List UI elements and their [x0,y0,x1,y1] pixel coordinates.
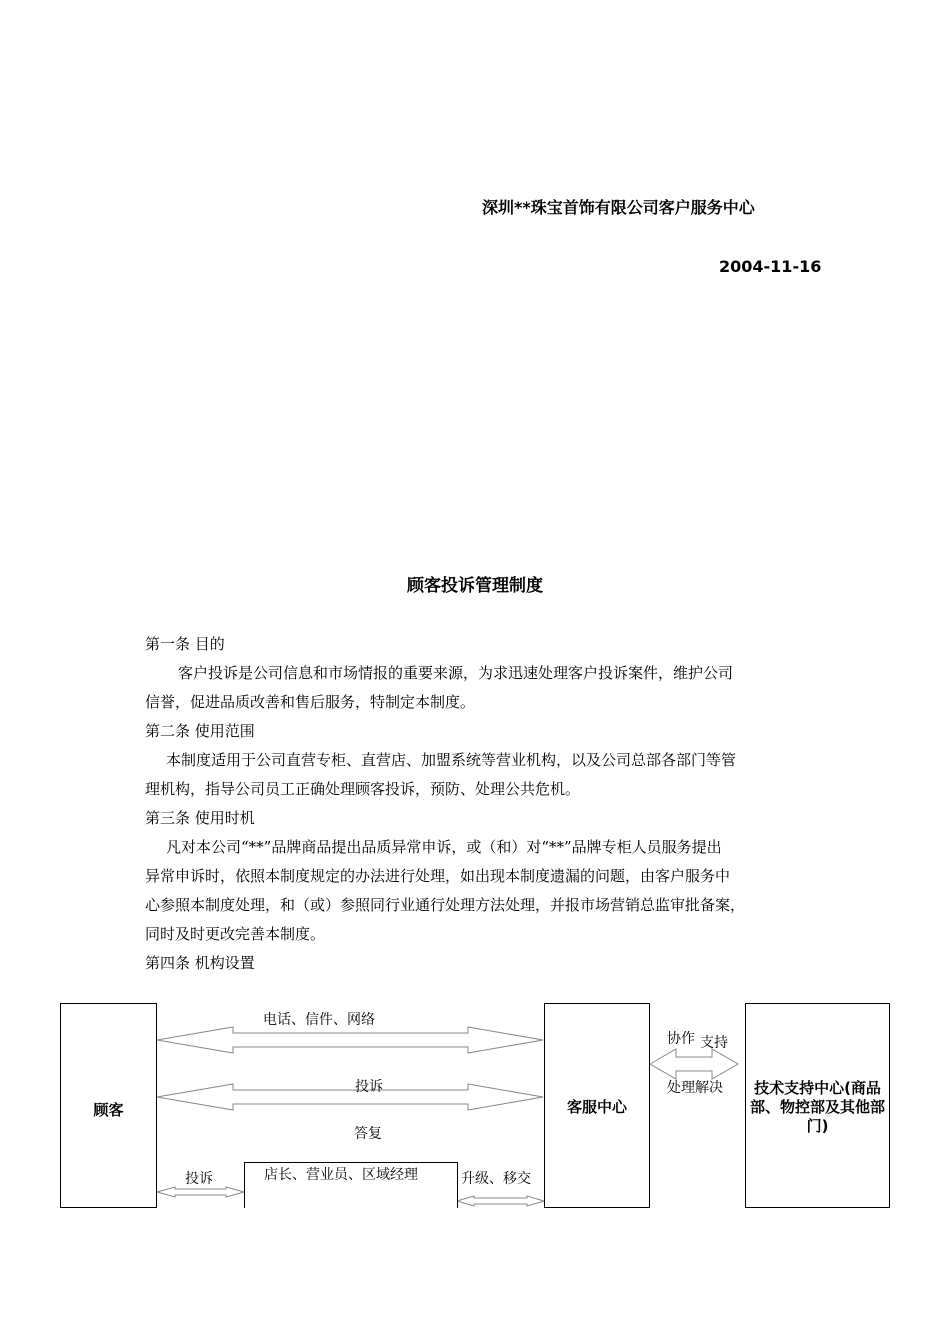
reply-label: 答复 [354,1126,382,1142]
channels-label: 电话、信件、网络 [263,1012,375,1028]
tech-center-box [745,1003,890,1208]
resolve-label: 处理解决 [667,1080,723,1096]
header-date: 2004-11-16 [719,257,822,276]
article-2-heading: 第二条 使用范围 [145,722,255,740]
complaint-reply-double-arrow [157,1084,543,1110]
article-1-heading: 第一条 目的 [145,635,225,653]
customer-box [60,1003,157,1208]
article-3-line-2: 异常申诉时，依照本制度规定的办法进行处理，如出现本制度遗漏的问题，由客户服务中 [145,867,731,885]
escalate-label: 升级、移交 [461,1171,531,1187]
channels-double-arrow [157,1027,543,1053]
cooperate-label: 协作 [667,1031,695,1047]
tech-center-label: 技术支持中心(商品部、物控部及其他部门) [749,1079,885,1135]
support-label: 支持 [700,1035,728,1051]
support-double-arrow [650,1049,738,1079]
article-3-line-1: 凡对本公司“**”品牌商品提出品质异常申诉，或（和）对“**”品牌专柜人员服务提出 [166,838,722,856]
article-3-line-3: 心参照本制度处理，和（或）参照同行业通行处理方法处理，并报市场营销总监审批备案， [145,896,746,914]
article-2-line-2: 理机构，指导公司员工正确处理顾客投诉，预防、处理公共危机。 [145,780,581,798]
customer-label: 顾客 [93,1101,124,1119]
article-2-line-1: 本制度适用于公司直营专柜、直营店、加盟系统等营业机构，以及公司总部各部门等管 [166,751,737,769]
complaint-label: 投诉 [355,1079,383,1095]
article-4-heading: 第四条 机构设置 [145,954,255,972]
article-3-heading: 第三条 使用时机 [145,809,255,827]
service-center-label: 客服中心 [566,1098,627,1116]
store-staff-label: 店长、营业员、区域经理 [264,1167,418,1183]
complaint-small-label: 投诉 [185,1171,213,1187]
complaint-small-double-arrow [157,1187,244,1197]
company-header: 深圳**珠宝首饰有限公司客户服务中心 [482,198,755,217]
document-title: 顾客投诉管理制度 [407,576,543,596]
article-3-line-4: 同时及时更改完善本制度。 [145,925,326,943]
service-center-box [544,1003,650,1208]
article-1-line-1: 客户投诉是公司信息和市场情报的重要来源，为求迅速处理客户投诉案件，维护公司 [178,664,734,682]
article-1-line-2: 信誉，促进品质改善和售后服务，特制定本制度。 [145,693,476,711]
escalate-double-arrow [457,1196,544,1206]
